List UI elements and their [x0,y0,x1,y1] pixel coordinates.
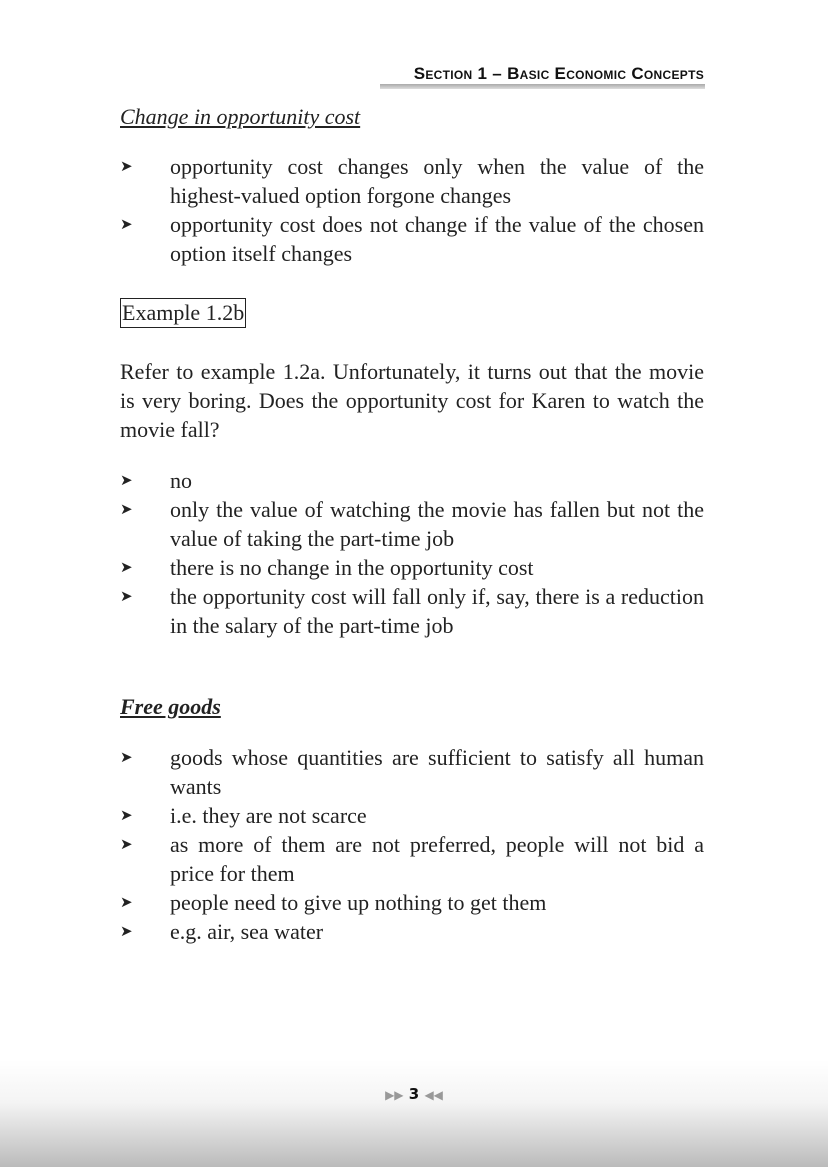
list-item [120,743,704,801]
list-item [120,210,704,268]
section-heading: Free goods [120,694,221,719]
section-free-goods [120,692,704,946]
arrow-bullet-icon: ➤ [120,157,133,175]
arrow-bullet-icon: ➤ [120,748,133,766]
arrow-bullet-icon: ➤ [120,500,133,518]
example-label: Example 1.2b [120,298,246,328]
example-block [120,298,704,640]
arrow-bullet-icon: ➤ [120,893,133,911]
list-item [120,830,704,888]
list-item-text: there is no change in the opportunity cost [170,555,534,580]
list-item-text: opportunity cost changes only when the value of the highest-valued option forgone changes [170,154,704,208]
list-item-text: i.e. they are not scarce [170,803,367,828]
list-item [120,466,704,495]
list-item-text: opportunity cost does not change if the value of the chosen option itself changes [170,212,704,266]
arrow-bullet-icon: ➤ [120,471,133,489]
running-header: Section 1 – Basic Economic Concepts [413,64,704,83]
list-item [120,801,704,830]
arrow-bullet-icon: ➤ [120,806,133,824]
arrow-bullet-icon: ➤ [120,835,133,853]
list-item [120,152,704,210]
section-opportunity-cost [120,102,704,268]
double-arrow-left-icon: ◀◀ [424,1088,443,1102]
arrow-bullet-icon: ➤ [120,558,133,576]
page-number: 3 [408,1085,420,1103]
list-item [120,888,704,917]
list-item-text: goods whose quantities are sufficient to satisfy all human wants [170,745,704,799]
page-number-footer [0,1085,828,1103]
list-item-text: people need to give up nothing to get them [170,890,547,915]
list-item-text: only the value of watching the movie has fallen but not the value of taking the part-time job [170,497,704,551]
list-item [120,495,704,553]
list-item [120,553,704,582]
double-arrow-right-icon: ▶▶ [385,1088,404,1102]
arrow-bullet-icon: ➤ [120,215,133,233]
arrow-bullet-icon: ➤ [120,922,133,940]
arrow-bullet-icon: ➤ [120,587,133,605]
list-item-text: the opportunity cost will fall only if, say, there is a reduction in the salary of the part-time job [170,584,704,638]
example-question: Refer to example 1.2a. Unfortunately, it turns out that the movie is very boring. Does the opportunity cost for Karen to watch the movie fall? [120,359,704,442]
footer-gradient [0,1060,828,1167]
list-item-text: no [170,468,192,493]
bullet-list [120,466,704,640]
list-item [120,582,704,640]
list-item [120,917,704,946]
section-heading: Change in opportunity cost [120,104,361,129]
list-item-text: as more of them are not preferred, people will not bid a price for them [170,832,704,886]
list-item-text: e.g. air, sea water [170,919,324,944]
bullet-list [120,152,704,268]
bullet-list [120,743,704,946]
header-underline-bar [380,84,705,89]
